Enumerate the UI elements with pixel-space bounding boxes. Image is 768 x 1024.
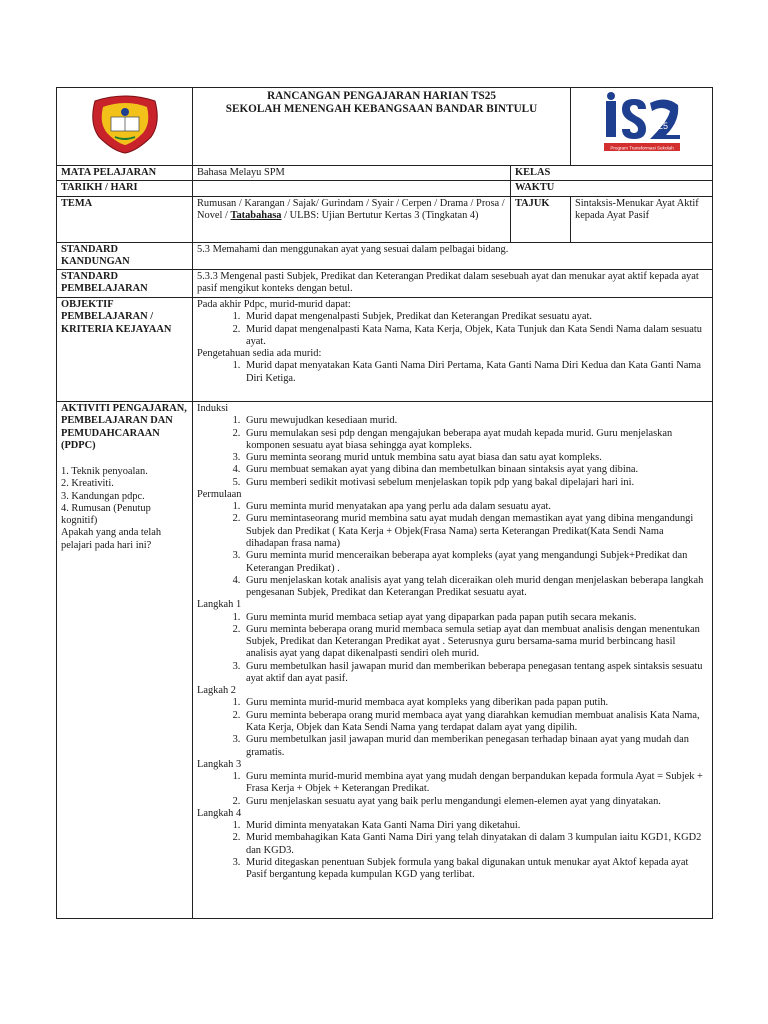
standard-kandungan-value: 5.3 Memahami dan menggunakan ayat yang sesuai dalam pelbagai bidang. <box>193 242 713 270</box>
list-item: 2. Kreativiti. <box>61 478 114 490</box>
list-item: 4. Guru menjelaskan kotak analisis ayat yang telah diceraikan oleh murid dengan menjelaskan beberapa langkah pengesanan Subjek, Predikat dan Keterangan Predikat sesuatu ayat. <box>243 575 708 600</box>
list-item: 1. Guru mewujudkan kesediaan murid. <box>243 415 708 427</box>
objektif-content <box>193 298 713 402</box>
permulaan-list <box>197 501 708 599</box>
pengetahuan-list <box>197 360 708 385</box>
tema-text-2: / ULBS: Ujian Bertutur Kertas 3 (Tingkatan 4) <box>281 209 479 221</box>
list-item: 3. Guru meminta seorang murid untuk membina satu ayat biasa dan satu ayat kompleks. <box>243 452 708 464</box>
tema-text-bold: Tatabahasa <box>230 209 282 221</box>
objektif-label: OBJEKTIF PEMBELAJARAN / KRITERIA KEJAYAAN <box>57 298 193 402</box>
induksi-heading: Induksi <box>197 403 229 415</box>
langkah-3-list <box>197 771 708 808</box>
list-item: 1. Murid dapat mengenalpasti Subjek, Predikat dan Keterangan Predikat sesuatu ayat. <box>243 311 708 323</box>
list-item: 1. Teknik penyoalan. <box>61 466 148 478</box>
waktu-label: WAKTU <box>511 181 713 196</box>
tema-label: TEMA <box>57 196 193 242</box>
list-item: 3. Guru membetulkan jasil jawapan murid dan memberikan penegasan terhadap binaan ayat yang mudah dan gramatis. <box>243 734 708 759</box>
aktiviti-label: AKTIVITI PENGAJARAN, PEMBELAJARAN DAN PEMUDAHCARAAN (PDPC) <box>61 403 187 451</box>
svg-text:25: 25 <box>657 121 668 132</box>
list-item: 1. Guru meminta murid menyatakan apa yang perlu ada dalam sesuatu ayat. <box>243 501 708 513</box>
langkah-2-list <box>197 697 708 758</box>
objektif-list <box>197 311 708 348</box>
lesson-plan-page <box>56 87 712 919</box>
langkah-3-heading: Langkah 3 <box>197 758 242 770</box>
induksi-list <box>197 415 708 489</box>
mata-pelajaran-label: MATA PELAJARAN <box>57 166 193 181</box>
standard-kandungan-label: STANDARD KANDUNGAN <box>57 242 193 270</box>
ts25-logo-icon <box>600 91 684 157</box>
standard-pembelajaran-value: 5.3.3 Mengenal pasti Subjek, Predikat dan Keterangan Predikat dalam sesebuah ayat dan menukar ayat aktif kepada ayat pasif mengikut konteks dengan betul. <box>193 270 713 298</box>
list-item: 3. Murid ditegaskan penentuan Subjek formula yang bakal digunakan untuk menukar ayat Aktof kepada ayat Pasif bergantung kepada kumpulan KGD yang terlibat. <box>243 857 708 882</box>
langkah-2-heading: Lagkah 2 <box>197 685 236 697</box>
list-item: 2. Murid membahagikan Kata Ganti Nama Diri yang telah dinyatakan di dalam 3 kumpulan iaitu KGD1, KGD2 dan KGD3. <box>243 832 708 857</box>
list-item: 2. Guru memulakan sesi pdp dengan mengajukan beberapa ayat mudah kepada murid. Guru menjelaskan komponen sesuatu ayat biasa sehingga ayat kompleks. <box>243 428 708 453</box>
kelas-label: KELAS <box>511 166 713 181</box>
standard-pembelajaran-label: STANDARD PEMBELAJARAN <box>57 270 193 298</box>
tajuk-value: Sintaksis-Menukar Ayat Aktif kepada Ayat Pasif <box>571 196 713 242</box>
title-line-1: RANCANGAN PENGAJARAN HARIAN TS25 <box>267 90 496 102</box>
tarikh-hari-label: TARIKH / HARI <box>57 181 193 196</box>
school-crest-icon <box>85 93 165 155</box>
ts25-logo-caption: Program Transformasi Sekolah <box>609 145 674 151</box>
list-item: 1. Guru meminta murid membaca setiap ayat yang dipaparkan pada papan putih secara mekanis. <box>243 612 708 624</box>
school-crest-cell <box>57 88 193 166</box>
objektif-intro: Pada akhir Pdpc, murid-murid dapat: <box>197 299 351 311</box>
tema-value <box>193 196 511 242</box>
langkah-4-heading: Langkah 4 <box>197 807 242 819</box>
list-item: 1. Murid diminta menyatakan Kata Ganti Nama Diri yang diketahui. <box>243 820 708 832</box>
list-item: 1. Guru meminta murid-murid membaca ayat kompleks yang diberikan pada papan putih. <box>243 697 708 709</box>
langkah-1-heading: Langkah 1 <box>197 599 242 611</box>
list-item: 2. Guru menjelaskan sesuatu ayat yang baik perlu mengandungi elemen-elemen ayat yang dinyatakan. <box>243 796 708 808</box>
tema-text-1: Rumusan / Karangan / Sajak/ Gurindam / Syair / Cerpen / Drama / Prosa / Novel / <box>197 197 505 221</box>
tarikh-hari-value <box>193 181 511 196</box>
document-title <box>193 88 571 166</box>
title-line-2: SEKOLAH MENENGAH KEBANGSAAN BANDAR BINTULU <box>225 102 538 115</box>
aktiviti-content <box>193 402 713 919</box>
list-item: 3. Kandungan pdpc. <box>61 490 145 502</box>
list-item: 1. Guru meminta murid-murid membina ayat yang mudah dengan berpandukan kepada formula Ayat = Subjek + Frasa Kerja + Objek + Keterangan Predikat. <box>243 771 708 796</box>
permulaan-heading: Permulaan <box>197 488 242 500</box>
mata-pelajaran-value: Bahasa Melayu SPM <box>193 166 511 181</box>
list-item: 4. Rumusan (Penutup kognitif) <box>61 502 151 527</box>
list-item: 5. Guru memberi sedikit motivasi sebelum menjelaskan topik pdp yang bakal dipelajari hari ini. <box>243 477 708 489</box>
list-item: 4. Guru membuat semakan ayat yang dibina dan membetulkan binaan sintaksis ayat yang dibina. <box>243 464 708 476</box>
list-item: 2. Murid dapat mengenalpasti Kata Nama, Kata Kerja, Objek, Kata Tunjuk dan Kata Sendi Nama dalam sesuatu ayat. <box>243 324 708 349</box>
langkah-4-list <box>197 820 708 881</box>
pengetahuan-label: Pengetahuan sedia ada murid: <box>197 348 322 360</box>
list-item: Apakah yang anda telah pelajari pada hari ini? <box>61 527 162 551</box>
list-item: 3. Guru membetulkan hasil jawapan murid dan memberikan beberapa penegasan tentang aspek sintaksis sesuatu ayat aktif dan ayat pasif. <box>243 661 708 686</box>
langkah-1-list <box>197 612 708 686</box>
list-item: 3. Guru meminta murid menceraikan beberapa ayat kompleks (ayat yang mengandungi Subjek+Predikat dan Keterangan Predikat) . <box>243 550 708 575</box>
lesson-plan-table <box>56 87 713 919</box>
list-item: 2. Guru meminta beberapa orang murid membaca semula setiap ayat dan membuat analisis dengan menentukan Subjek, Predikat dan Keterangan Predikat ayat . Seterusnya guru bersama-sama murid berbincang hasil analisis ayat yang dapat dikenalpasti sendiri oleh murid. <box>243 624 708 661</box>
list-item: 1. Murid dapat menyatakan Kata Ganti Nama Diri Pertama, Kata Ganti Nama Diri Kedua dan Kata Ganti Nama Diri Ketiga. <box>243 360 708 385</box>
ts25-logo-cell <box>571 88 713 166</box>
tajuk-label: TAJUK <box>511 196 571 242</box>
aktiviti-side <box>57 402 193 919</box>
aktiviti-side-list <box>61 466 188 552</box>
list-item: 2. Guru memintaseorang murid membina satu ayat mudah dengan memastikan ayat yang dibina mengandungi Subjek dan Predikat ( Kata Kerja + Objek(Frasa Nama) serta Keterangan Predikat(Kata Sendi Nama dihadapan frasa nama) <box>243 513 708 550</box>
list-item: 2. Guru meminta beberapa orang murid membaca ayat yang diarahkan kemudian membuat analisis Kata Nama, Kata Kerja, Objek dan Kata Sendi Nama yang terdapat dalam ayat yang dipilih. <box>243 710 708 735</box>
